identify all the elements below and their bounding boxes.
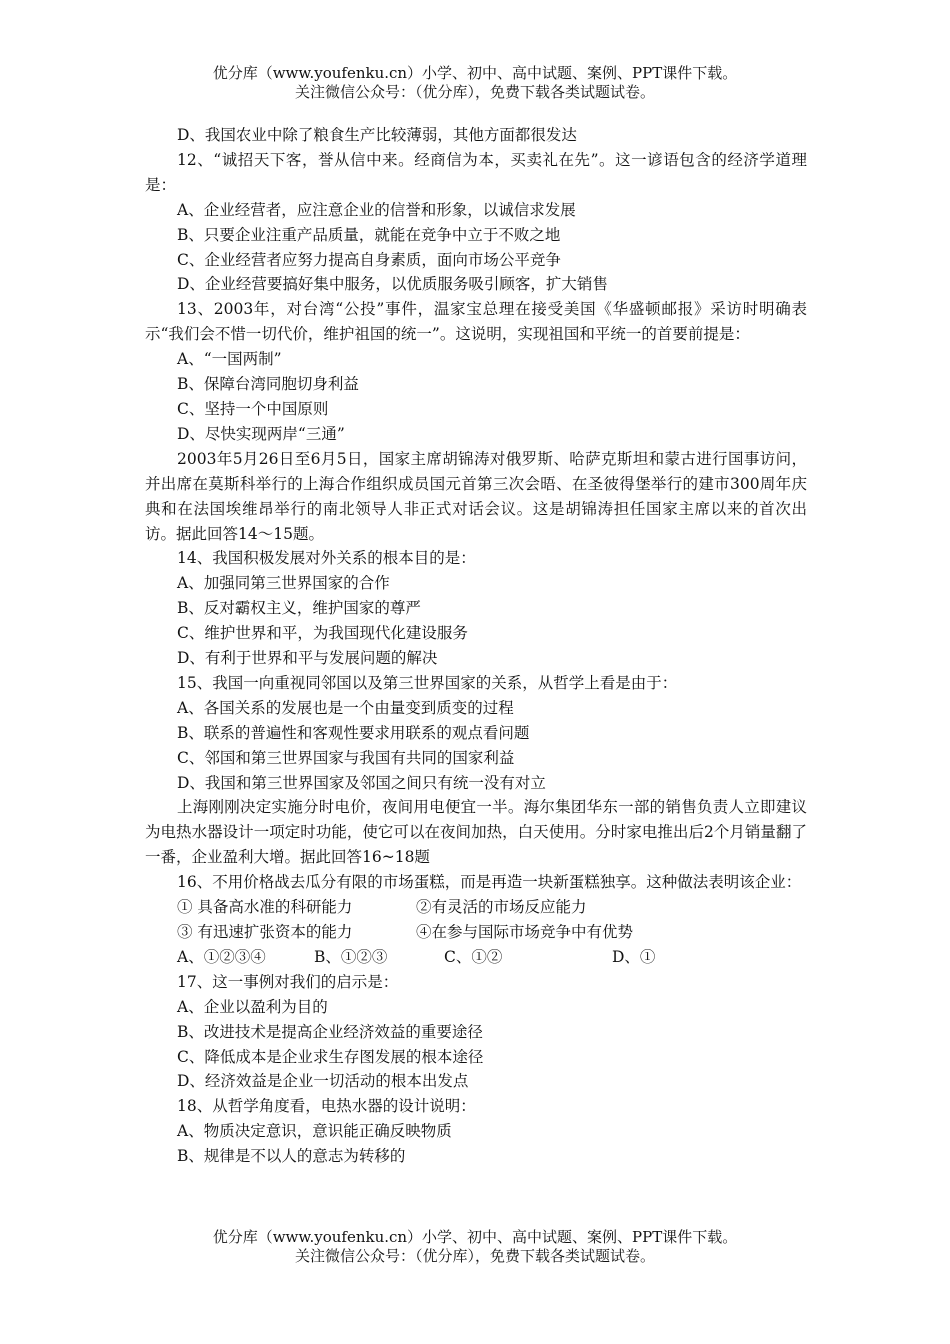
question-line: D、我国农业中除了粮食生产比较薄弱，其他方面都很发达 — [177, 126, 577, 144]
paragraph: 13、2003年，对台湾“公投”事件，温家宝总理在接受美国《华盛顿邮报》采访时明确表示“我们会不惜一切代价，维护祖国的统一”。这说明，实现祖国和平统一的首要前提是： — [145, 300, 807, 344]
question-line: 18、从哲学角度看，电热水器的设计说明： — [177, 1097, 476, 1116]
choice-item: A、①②③④ — [177, 947, 266, 966]
question-line: B、保障台湾同胞切身利益 — [177, 375, 359, 394]
footer-line-2: 关注微信公众号：（优分库），免费下载各类试题试卷。 — [294, 1247, 655, 1265]
question-line: D、有利于世界和平与发展问题的解决 — [177, 649, 438, 668]
question-line: 14、我国积极发展对外关系的根本目的是： — [177, 549, 476, 568]
question-line: A、加强同第三世界国家的合作 — [177, 574, 390, 593]
question-line: 15、我国一向重视同邻国以及第三世界国家的关系，从哲学上看是由于： — [177, 673, 678, 692]
question-line: B、规律是不以人的意志为转移的 — [177, 1147, 406, 1166]
choice-row — [145, 945, 807, 970]
choice-item: ① 具备高水准的科研能力 — [177, 898, 353, 917]
page-footer — [0, 1228, 950, 1266]
choice-item: D、① — [612, 947, 656, 966]
question-line: A、“一国两制” — [177, 350, 282, 369]
question-line: A、企业以盈利为目的 — [177, 997, 328, 1016]
paragraph: 12、“诚招天下客，誉从信中来。经商信为本，买卖礼在先”。这一谚语包含的经济学道理是： — [145, 150, 807, 194]
question-line: C、维护世界和平，为我国现代化建设服务 — [177, 624, 468, 643]
choice-item: ③ 有迅速扩张资本的能力 — [177, 923, 353, 941]
question-line: 17、这一事例对我们的启示是： — [177, 972, 399, 991]
paragraph: 16、不用价格战去瓜分有限的市场蛋糕，而是再造一块新蛋糕独享。这种做法表明该企业： — [177, 873, 802, 892]
page-header — [0, 64, 950, 102]
question-line: C、坚持一个中国原则 — [177, 399, 329, 418]
question-line: C、邻国和第三世界国家与我国有共同的国家利益 — [177, 748, 515, 767]
header-line-1: 优分库（www.youfenku.cn）小学、初中、高中试题、案例、PPT课件下载。 — [212, 64, 738, 82]
header-line-2: 关注微信公众号：（优分库），免费下载各类试题试卷。 — [294, 83, 655, 101]
question-line: A、物质决定意识，意识能正确反映物质 — [177, 1122, 452, 1141]
choice-item: C、①② — [444, 947, 503, 966]
choice-item: ②有灵活的市场反应能力 — [416, 898, 587, 917]
choice-row — [145, 920, 807, 945]
question-line: C、降低成本是企业求生存图发展的根本途径 — [177, 1047, 484, 1066]
choice-item: ④在参与国际市场竞争中有优势 — [416, 923, 634, 941]
choice-item: B、①②③ — [314, 947, 388, 966]
question-line: B、改进技术是提高企业经济效益的重要途径 — [177, 1022, 483, 1041]
question-line: B、只要企业注重产品质量，就能在竞争中立于不败之地 — [177, 225, 561, 244]
paragraph: 上海刚刚决定实施分时电价，夜间用电便宜一半。海尔集团华东一部的销售负责人立即建议为电热水器设计一项定时功能，使它可以在夜间加热，白天使用。分时家电推出后2个月销量翻了一番，企业盈利大增。据此回答16~18题 — [145, 798, 807, 867]
question-line: A、企业经营者，应注意企业的信誉和形象，以诚信求发展 — [177, 200, 576, 219]
question-line: D、尽快实现两岸“三通” — [177, 424, 345, 443]
question-line: D、企业经营要搞好集中服务，以优质服务吸引顾客，扩大销售 — [177, 275, 608, 294]
question-line: A、各国关系的发展也是一个由量变到质变的过程 — [177, 698, 514, 717]
question-line: C、企业经营者应努力提高自身素质，面向市场公平竞争 — [177, 250, 561, 269]
paragraph: 2003年5月26日至6月5日，国家主席胡锦涛对俄罗斯、哈萨克斯坦和蒙古进行国事访问，并出席在莫斯科举行的上海合作组织成员国元首第三次会晤、在圣彼得堡举行的建市300周年庆典和在法国埃维昂举行的南北领导人非正式对话会议。这是胡锦涛担任国家主席以来的首次出访。据此回答14～15题。 — [145, 449, 807, 543]
question-line: D、经济效益是企业一切活动的根本出发点 — [177, 1072, 469, 1091]
document-body — [145, 123, 807, 1169]
question-line: B、反对霸权主义，维护国家的尊严 — [177, 599, 421, 618]
choice-row — [145, 895, 807, 920]
footer-line-1: 优分库（www.youfenku.cn）小学、初中、高中试题、案例、PPT课件下载。 — [212, 1228, 738, 1246]
question-line: D、我国和第三世界国家及邻国之间只有统一没有对立 — [177, 773, 546, 792]
question-line: B、联系的普遍性和客观性要求用联系的观点看问题 — [177, 723, 530, 742]
